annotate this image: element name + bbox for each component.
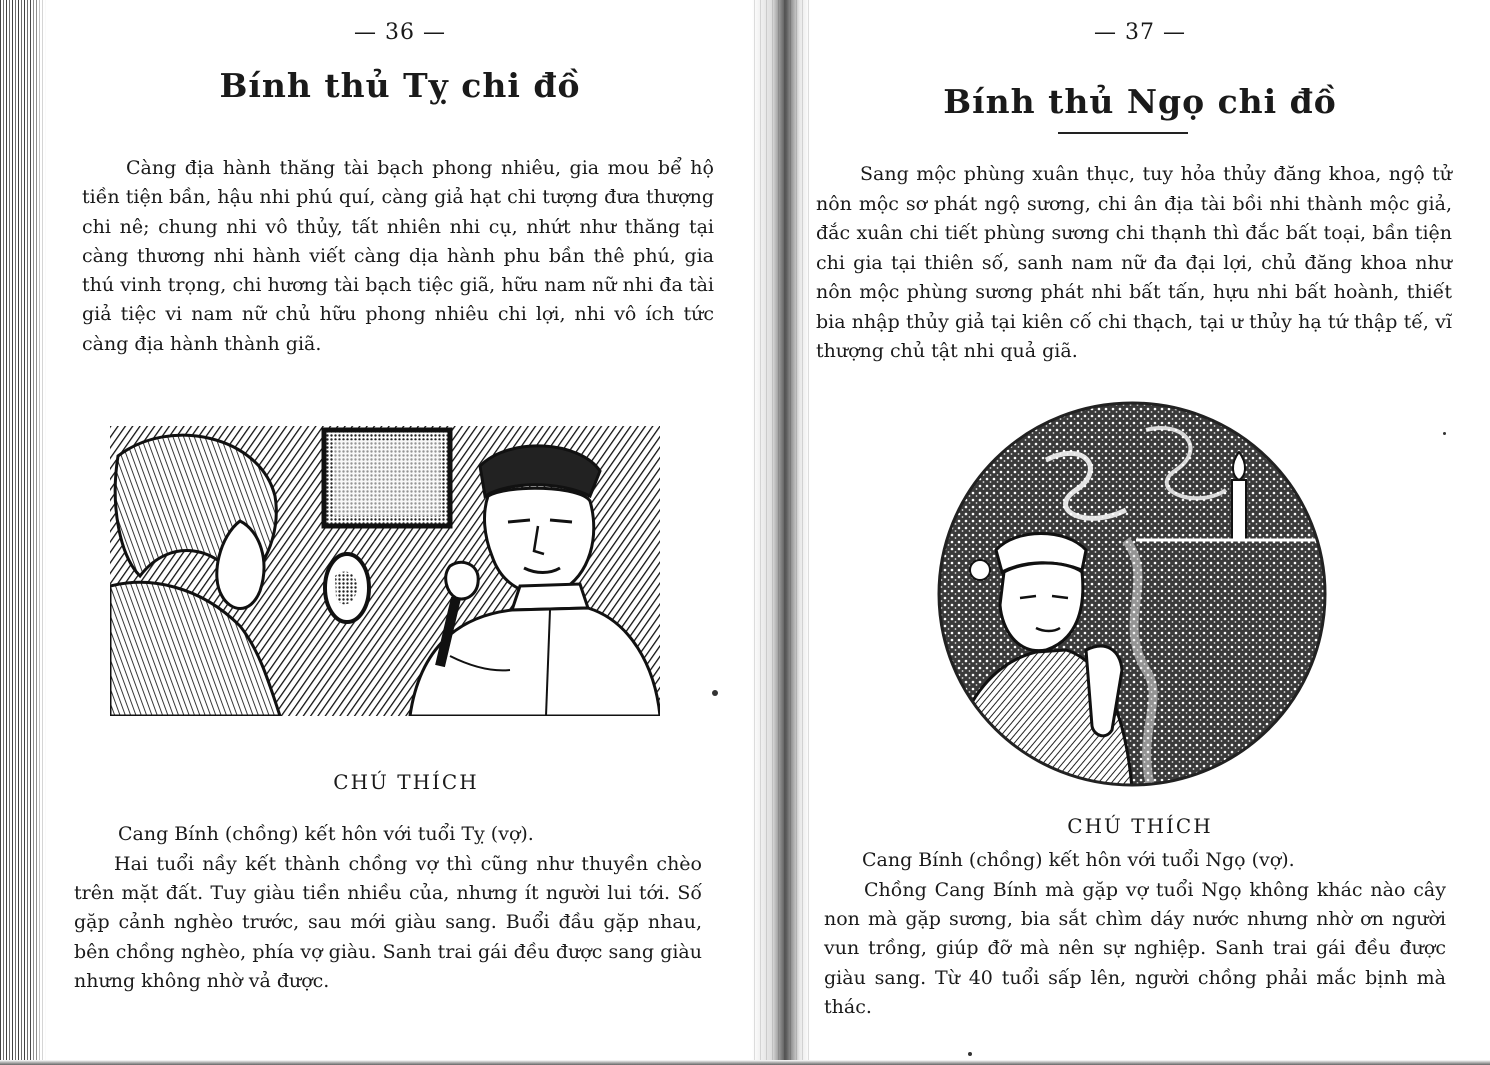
page-title: Bính thủ Ngọ chi đồ xyxy=(943,82,1337,121)
right-page xyxy=(810,0,1470,1065)
note-paragraph: Chồng Cang Bính mà gặp vợ tuổi Ngọ không khác nào cây non mà gặp sương, bia sắt chìm dáy nước nhưng nhờ ơn người vun trồng, giúp đỡ mà nên sự nghiệp. Sanh trai gái đều được giàu sang. Từ 40 tuổi sấp lên, người chồng phải mắc bịnh mà thác. xyxy=(824,879,1446,1018)
couple-illustration-svg xyxy=(110,426,660,716)
verse-paragraph: Sang mộc phùng xuân thục, tuy hỏa thủy đăng khoa, ngộ tử nôn mộc sơ phát ngộ sương, chi ân địa tài bồi nhi thành mộc giả, đắc xuân chi tiết phùng sương chi thạnh thì đắc bất toại, bần tiện chi gia tại thiên số, sanh nam nữ đa đại lợi, chủ đăng khoa như nôn mộc phùng sương phát nhi bất tấn, hựu nhi bất hoành, thiết bia nhập thủy giả tại kiên cố chi thạch, tại ư thủy hạ tứ thập tế, vĩ thượng chủ tật nhi quả giã. xyxy=(816,163,1452,362)
caption-title: CHÚ THÍCH xyxy=(333,770,479,794)
verse-paragraph: Càng địa hành thăng tài bạch phong nhiêu, gia mou bể hộ tiền tiện bần, hậu nhi phú quí, càng giả hạt chi tượng đưa thượng chi nê; chung nhi vô thủy, tất nhiên nhi cụ, nhứt như thăng tại càng thương nhi hành viết càng dịa hành phu bần thê phú, gia thú vinh trọng, chi hương tài bạch tiệc giã, hữu nam nữ nhi đa tài giả tiệc vi nam nữ chủ hữu phong nhiêu chi lợi, nhi vô ích tức càng địa hành thành giã. xyxy=(82,157,714,355)
note-line: Cang Bính (chồng) kết hôn với tuổi Tỵ (vợ). xyxy=(118,823,534,845)
page-edge-left xyxy=(0,0,46,1065)
page-title: Bính thủ Tỵ chi đồ xyxy=(219,66,581,105)
title-underline xyxy=(1058,132,1188,134)
couple-illustration xyxy=(110,426,660,716)
print-speck xyxy=(712,690,718,696)
left-page xyxy=(60,0,740,1065)
note-paragraph: Hai tuổi nầy kết thành chồng vợ thì cũng như thuyền chèo trên mặt đất. Tuy giàu tiền nhiều của, nhưng ít người lui tới. Số gặp cảnh nghèo trước, sau mới giàu sang. Buổi đầu gặp nhau, bên chồng nghèo, phía vợ giàu. Sanh trai gái đều được sang giàu nhưng không nhờ vả được. xyxy=(74,853,702,992)
caption-title: CHÚ THÍCH xyxy=(1067,814,1213,838)
praying-woman-illustration xyxy=(936,400,1328,788)
print-speck xyxy=(968,1052,972,1056)
page-number: — 37 — xyxy=(1094,20,1186,45)
page-number: — 36 — xyxy=(354,20,446,45)
print-speck xyxy=(1443,432,1446,435)
book-gutter xyxy=(752,0,810,1065)
praying-woman-illustration-svg xyxy=(936,400,1328,788)
note-line: Cang Bính (chồng) kết hôn với tuổi Ngọ (vợ). xyxy=(862,849,1295,871)
